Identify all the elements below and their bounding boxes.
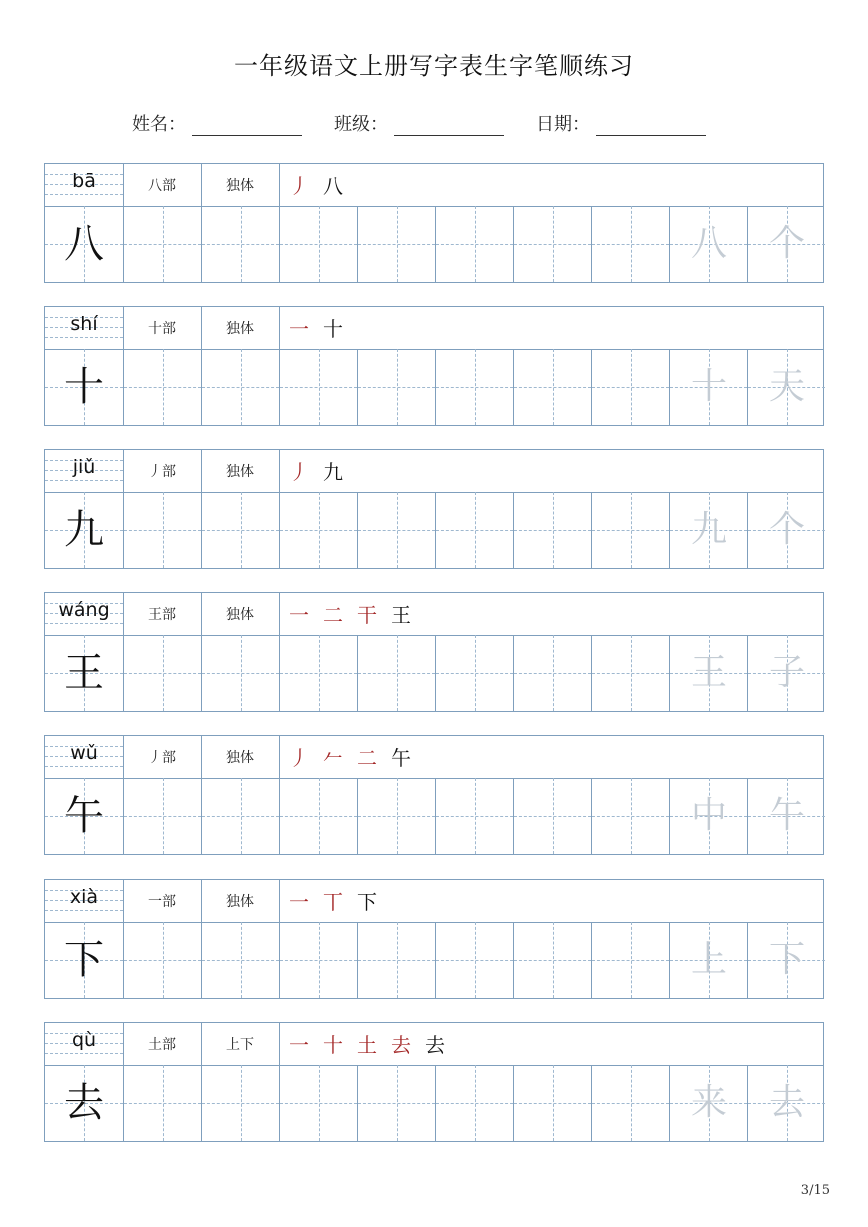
model-character: 午: [64, 793, 104, 839]
practice-square[interactable]: [279, 1065, 357, 1141]
practice-square[interactable]: [513, 778, 591, 854]
stroke-step: 王: [391, 603, 411, 627]
practice-square[interactable]: [669, 206, 747, 282]
radical-label: 十部: [148, 321, 176, 337]
guide-line-v: [319, 1065, 320, 1141]
practice-square[interactable]: [747, 492, 825, 568]
model-char-square: [45, 349, 123, 425]
model-char-square: [45, 778, 123, 854]
pinyin-box: [45, 164, 123, 206]
guide-line-v: [163, 1065, 164, 1141]
stroke-step: 丿: [289, 174, 309, 198]
guide-line-v: [631, 492, 632, 568]
practice-square[interactable]: [669, 492, 747, 568]
trace-character: 上: [690, 939, 727, 980]
stroke-step: 下: [357, 890, 377, 914]
guide-line-v: [553, 1065, 554, 1141]
guide-line-v: [397, 922, 398, 998]
guide-line-v: [163, 922, 164, 998]
trace-character: 子: [768, 652, 805, 693]
model-character: 去: [64, 1080, 104, 1126]
guide-line-v: [241, 635, 242, 711]
structure-label: 独体: [226, 464, 254, 480]
cell-divider: [201, 593, 202, 635]
info-bar: [45, 736, 823, 779]
stroke-step: 𠂉: [323, 746, 343, 770]
practice-square[interactable]: [435, 922, 513, 998]
model-character: 九: [64, 507, 104, 553]
cell-divider: [123, 1023, 124, 1065]
cell-divider: [123, 307, 124, 349]
practice-square[interactable]: [591, 349, 669, 425]
model-character: 十: [64, 364, 104, 410]
trace-character: 九: [690, 509, 727, 550]
radical-label: 丿部: [148, 750, 176, 766]
guide-line-v: [241, 206, 242, 282]
pinyin-text: jiǔ: [72, 456, 96, 478]
practice-square[interactable]: [435, 349, 513, 425]
practice-square[interactable]: [669, 349, 747, 425]
stroke-order: [289, 307, 357, 349]
name-label: 姓名：: [132, 114, 186, 135]
model-char-square: [45, 206, 123, 282]
practice-square[interactable]: [279, 492, 357, 568]
guide-line-v: [631, 778, 632, 854]
info-bar: [45, 307, 823, 350]
trace-character: 来: [690, 1082, 727, 1123]
stroke-step: 土: [357, 1033, 377, 1057]
practice-square[interactable]: [357, 206, 435, 282]
guide-line-v: [319, 778, 320, 854]
stroke-step: 八: [323, 174, 343, 198]
stroke-step: 二: [357, 746, 377, 770]
pinyin-box: [45, 593, 123, 635]
structure-label: 独体: [226, 178, 254, 194]
guide-line-v: [241, 922, 242, 998]
practice-square[interactable]: [513, 635, 591, 711]
guide-line-v: [163, 349, 164, 425]
pinyin-text: shí: [70, 313, 98, 335]
guide-line-v: [475, 492, 476, 568]
practice-square[interactable]: [201, 922, 279, 998]
trace-character: 午: [768, 795, 805, 836]
pinyin-guide-line: [45, 1053, 123, 1054]
stroke-step: 丿: [289, 460, 309, 484]
practice-square[interactable]: [669, 635, 747, 711]
pinyin-guide-line: [45, 766, 123, 767]
model-char-square: [45, 1065, 123, 1141]
writing-grid: [45, 206, 823, 282]
guide-line-v: [319, 206, 320, 282]
practice-square[interactable]: [123, 206, 201, 282]
guide-line-v: [241, 492, 242, 568]
practice-square[interactable]: [513, 206, 591, 282]
structure-label: 独体: [226, 894, 254, 910]
practice-square[interactable]: [669, 778, 747, 854]
practice-square[interactable]: [591, 492, 669, 568]
guide-line-v: [397, 206, 398, 282]
guide-line-v: [475, 922, 476, 998]
practice-square[interactable]: [357, 635, 435, 711]
practice-square[interactable]: [513, 1065, 591, 1141]
structure-label: 上下: [226, 1037, 254, 1053]
cell-divider: [201, 307, 202, 349]
pinyin-guide-line: [45, 194, 123, 195]
guide-line-v: [241, 349, 242, 425]
pinyin-text: wáng: [58, 599, 110, 621]
stroke-step: 干: [357, 603, 377, 627]
page-number: 3/15: [800, 1183, 830, 1198]
trace-character: 王: [690, 652, 727, 693]
practice-square[interactable]: [357, 1065, 435, 1141]
practice-square[interactable]: [435, 206, 513, 282]
stroke-order: [289, 450, 357, 492]
practice-square[interactable]: [513, 349, 591, 425]
guide-line-v: [319, 492, 320, 568]
info-bar: [45, 164, 823, 207]
pinyin-text: wǔ: [70, 742, 98, 764]
guide-line-v: [475, 349, 476, 425]
practice-square[interactable]: [201, 1065, 279, 1141]
writing-grid: [45, 492, 823, 568]
practice-square[interactable]: [747, 635, 825, 711]
pinyin-guide-line: [45, 623, 123, 624]
guide-line-v: [631, 635, 632, 711]
trace-character: 十: [690, 366, 727, 407]
trace-character: 天: [768, 366, 805, 407]
practice-square[interactable]: [747, 1065, 825, 1141]
guide-line-v: [475, 206, 476, 282]
practice-square[interactable]: [123, 492, 201, 568]
stroke-order: [289, 736, 425, 778]
structure-label: 独体: [226, 321, 254, 337]
char-row: [44, 592, 824, 712]
class-blank[interactable]: [394, 117, 504, 136]
practice-square[interactable]: [591, 635, 669, 711]
practice-square[interactable]: [201, 492, 279, 568]
info-bar: [45, 593, 823, 636]
trace-character: 下: [768, 939, 805, 980]
info-bar: [45, 450, 823, 493]
char-row: [44, 163, 824, 283]
radical-label: 丿部: [148, 464, 176, 480]
cell-divider: [279, 1023, 280, 1065]
pinyin-guide-line: [45, 910, 123, 911]
stroke-step: 午: [391, 746, 411, 770]
practice-square[interactable]: [123, 1065, 201, 1141]
practice-square[interactable]: [357, 492, 435, 568]
radical-label: 王部: [148, 607, 176, 623]
practice-square[interactable]: [591, 1065, 669, 1141]
practice-square[interactable]: [513, 922, 591, 998]
guide-line-v: [631, 206, 632, 282]
guide-line-v: [397, 349, 398, 425]
pinyin-box: [45, 1023, 123, 1065]
practice-square[interactable]: [591, 922, 669, 998]
practice-square[interactable]: [123, 922, 201, 998]
cell-divider: [123, 880, 124, 922]
practice-square[interactable]: [435, 635, 513, 711]
guide-line-v: [553, 778, 554, 854]
cell-divider: [123, 164, 124, 206]
name-blank[interactable]: [192, 117, 302, 136]
practice-square[interactable]: [669, 1065, 747, 1141]
guide-line-v: [397, 778, 398, 854]
radical-label: 一部: [148, 894, 176, 910]
model-char-square: [45, 635, 123, 711]
writing-grid: [45, 349, 823, 425]
guide-line-v: [631, 922, 632, 998]
pinyin-box: [45, 736, 123, 778]
practice-square[interactable]: [669, 922, 747, 998]
trace-character: 个: [768, 509, 805, 550]
guide-line-v: [241, 1065, 242, 1141]
practice-square[interactable]: [357, 922, 435, 998]
stroke-step: 丿: [289, 746, 309, 770]
practice-square[interactable]: [123, 349, 201, 425]
pinyin-text: qù: [71, 1029, 97, 1051]
practice-square[interactable]: [747, 349, 825, 425]
pinyin-text: xià: [69, 886, 99, 908]
cell-divider: [279, 307, 280, 349]
stroke-step: 二: [323, 603, 343, 627]
practice-square[interactable]: [279, 778, 357, 854]
class-field: [334, 110, 504, 136]
cell-divider: [201, 880, 202, 922]
guide-line-v: [319, 635, 320, 711]
date-label: 日期：: [536, 114, 590, 135]
practice-square[interactable]: [279, 349, 357, 425]
practice-square[interactable]: [201, 206, 279, 282]
stroke-step: 去: [391, 1033, 411, 1057]
class-label: 班级：: [334, 114, 388, 135]
student-info: [0, 110, 868, 138]
stroke-order: [289, 593, 425, 635]
stroke-step: 一: [289, 1033, 309, 1057]
practice-square[interactable]: [279, 206, 357, 282]
trace-character: 个: [768, 223, 805, 264]
stroke-step: 九: [323, 460, 343, 484]
char-row: [44, 306, 824, 426]
stroke-order: [289, 880, 391, 922]
stroke-step: 去: [425, 1033, 445, 1057]
stroke-step: 一: [289, 890, 309, 914]
guide-line-v: [319, 349, 320, 425]
practice-square[interactable]: [435, 1065, 513, 1141]
guide-line-v: [553, 206, 554, 282]
char-row: [44, 879, 824, 999]
cell-divider: [201, 450, 202, 492]
practice-square[interactable]: [591, 206, 669, 282]
stroke-step: 十: [323, 1033, 343, 1057]
cell-divider: [201, 164, 202, 206]
cell-divider: [201, 1023, 202, 1065]
pinyin-guide-line: [45, 480, 123, 481]
guide-line-v: [553, 635, 554, 711]
practice-square[interactable]: [123, 778, 201, 854]
cell-divider: [123, 450, 124, 492]
model-character: 下: [64, 937, 104, 983]
model-character: 王: [64, 650, 104, 696]
practice-square[interactable]: [279, 922, 357, 998]
practice-square[interactable]: [747, 778, 825, 854]
practice-square[interactable]: [201, 778, 279, 854]
radical-label: 土部: [148, 1037, 176, 1053]
practice-square[interactable]: [435, 492, 513, 568]
writing-grid: [45, 922, 823, 998]
guide-line-v: [397, 1065, 398, 1141]
guide-line-v: [163, 206, 164, 282]
cell-divider: [123, 593, 124, 635]
structure-label: 独体: [226, 750, 254, 766]
cell-divider: [279, 593, 280, 635]
writing-grid: [45, 635, 823, 711]
trace-character: 去: [768, 1082, 805, 1123]
guide-line-v: [553, 922, 554, 998]
model-character: 八: [64, 221, 104, 267]
info-bar: [45, 1023, 823, 1066]
practice-square[interactable]: [201, 635, 279, 711]
cell-divider: [201, 736, 202, 778]
trace-character: 八: [690, 223, 727, 264]
pinyin-box: [45, 450, 123, 492]
writing-grid: [45, 1065, 823, 1141]
pinyin-box: [45, 880, 123, 922]
char-row: [44, 1022, 824, 1142]
cell-divider: [279, 164, 280, 206]
guide-line-v: [163, 492, 164, 568]
name-field: [132, 110, 302, 136]
guide-line-v: [397, 492, 398, 568]
writing-grid: [45, 778, 823, 854]
practice-square[interactable]: [747, 206, 825, 282]
stroke-step: 一: [289, 317, 309, 341]
pinyin-box: [45, 307, 123, 349]
cell-divider: [279, 450, 280, 492]
char-row: [44, 449, 824, 569]
guide-line-v: [553, 492, 554, 568]
guide-line-v: [475, 778, 476, 854]
structure-label: 独体: [226, 607, 254, 623]
guide-line-v: [397, 635, 398, 711]
stroke-step: 一: [289, 603, 309, 627]
date-blank[interactable]: [596, 117, 706, 136]
pinyin-text: bā: [72, 170, 96, 192]
guide-line-v: [163, 635, 164, 711]
guide-line-v: [319, 922, 320, 998]
guide-line-v: [475, 1065, 476, 1141]
practice-square[interactable]: [357, 778, 435, 854]
info-bar: [45, 880, 823, 923]
trace-character: 中: [690, 795, 727, 836]
guide-line-v: [163, 778, 164, 854]
practice-square[interactable]: [591, 778, 669, 854]
guide-line-v: [241, 778, 242, 854]
guide-line-v: [631, 1065, 632, 1141]
date-field: [536, 110, 706, 136]
practice-square[interactable]: [435, 778, 513, 854]
practice-square[interactable]: [201, 349, 279, 425]
stroke-step: 十: [323, 317, 343, 341]
char-row: [44, 735, 824, 855]
practice-square[interactable]: [513, 492, 591, 568]
page-title: 一年级语文上册写字表生字笔顺练习: [234, 52, 634, 80]
model-char-square: [45, 492, 123, 568]
guide-line-v: [631, 349, 632, 425]
model-char-square: [45, 922, 123, 998]
guide-line-v: [475, 635, 476, 711]
practice-square[interactable]: [357, 349, 435, 425]
cell-divider: [279, 880, 280, 922]
stroke-step: 丅: [323, 890, 343, 914]
practice-square[interactable]: [279, 635, 357, 711]
practice-square[interactable]: [123, 635, 201, 711]
radical-label: 八部: [148, 178, 176, 194]
guide-line-v: [553, 349, 554, 425]
cell-divider: [279, 736, 280, 778]
pinyin-guide-line: [45, 337, 123, 338]
stroke-order: [289, 1023, 459, 1065]
stroke-order: [289, 164, 357, 206]
cell-divider: [123, 736, 124, 778]
practice-square[interactable]: [747, 922, 825, 998]
